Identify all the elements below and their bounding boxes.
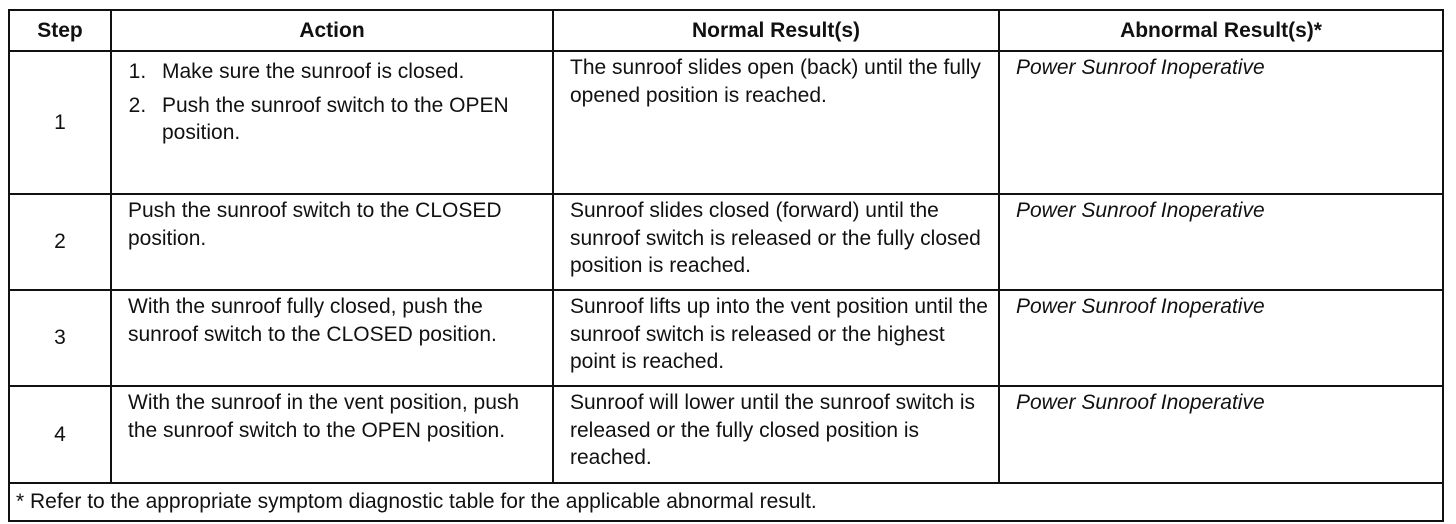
normal-result: The sunroof slides open (back) until the fully opened position is reached. (553, 51, 999, 194)
normal-result: Sunroof lifts up into the vent position until the sunroof switch is released or the highest point is reached. (553, 290, 999, 386)
footnote: * Refer to the appropriate symptom diagnostic table for the applicable abnormal result. (9, 483, 1443, 521)
table-row (9, 194, 1443, 290)
table-row (9, 386, 1443, 483)
footnote-row (9, 483, 1443, 521)
action-cell: With the sunroof fully closed, push the sunroof switch to the CLOSED position. (111, 290, 553, 386)
header-step: Step (9, 10, 111, 51)
normal-result: Sunroof will lower until the sunroof switch is released or the fully closed position is reached. (553, 386, 999, 483)
action-list (124, 58, 544, 147)
table-header-row (9, 10, 1443, 51)
action-cell: With the sunroof in the vent position, push the sunroof switch to the OPEN position. (111, 386, 553, 483)
header-normal-results: Normal Result(s) (553, 10, 999, 51)
abnormal-result: Power Sunroof Inoperative (999, 51, 1443, 194)
table-row (9, 51, 1443, 194)
step-number: 2 (9, 194, 111, 290)
table-row (9, 290, 1443, 386)
normal-result: Sunroof slides closed (forward) until the sunroof switch is released or the fully closed position is reached. (553, 194, 999, 290)
abnormal-result: Power Sunroof Inoperative (999, 386, 1443, 483)
action-cell: Push the sunroof switch to the CLOSED position. (111, 194, 553, 290)
action-cell (111, 51, 553, 194)
step-number: 1 (9, 51, 111, 194)
header-action: Action (111, 10, 553, 51)
step-number: 4 (9, 386, 111, 483)
action-list-item: 2. Push the sunroof switch to the OPEN position. (152, 92, 544, 147)
diagnostic-table (8, 9, 1444, 522)
action-list-item: 1. Make sure the sunroof is closed. (152, 58, 544, 86)
diagnostic-table-container (8, 9, 1444, 522)
abnormal-result: Power Sunroof Inoperative (999, 194, 1443, 290)
abnormal-result: Power Sunroof Inoperative (999, 290, 1443, 386)
header-abnormal-results: Abnormal Result(s)* (999, 10, 1443, 51)
step-number: 3 (9, 290, 111, 386)
